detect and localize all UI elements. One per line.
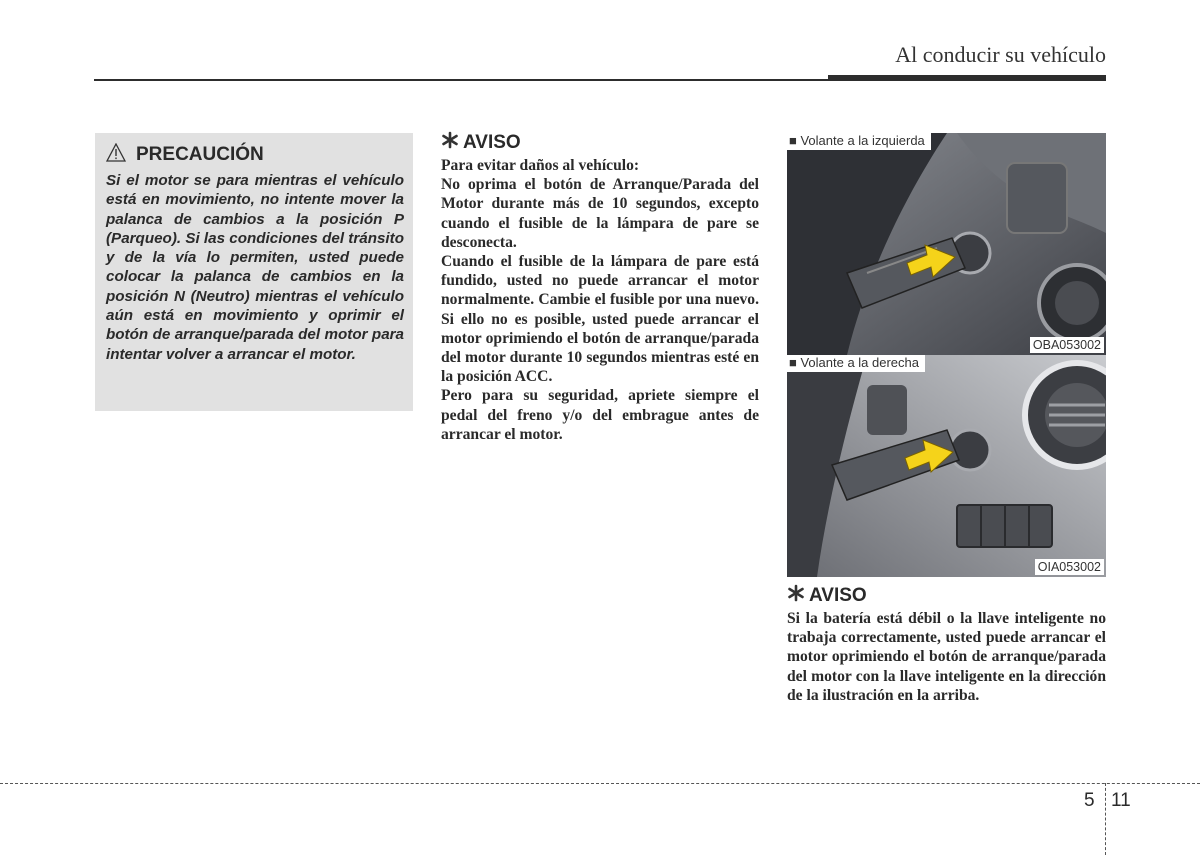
figure-right-hand-drive xyxy=(787,355,1106,577)
page-number: 11 xyxy=(1111,790,1131,811)
caution-heading xyxy=(106,143,404,167)
illustration-start-button-lhd xyxy=(787,133,1106,355)
caution-text: Si el motor se para mientras el vehículo está en movimiento, no intente mover la palanca de cambios a la posición P (Parqueo). Si las condiciones del tránsito y de la vía lo permiten, usted puede colocar la palanca de cambios en la posición N (Neutro) mientras el vehículo aún está en movimiento y oprimir el botón de arranque/parada del motor para intentar volver a arrancar el motor. xyxy=(106,172,404,363)
page-header-title: Al conducir su vehículo xyxy=(895,42,1106,67)
figure-code: OIA053002 xyxy=(1035,559,1104,575)
notice-heading xyxy=(441,131,759,155)
notice-paragraph: Cuando el fusible de la lámpara de pare está fundido, usted no puede arrancar el motor normalmente. Cambie el fusible por una nuevo. Si ello no es posible, usted puede arrancar el motor oprimiendo el botón de arranque/parada del motor durante 10 segundos mientras esté en la posición ACC. xyxy=(441,253,759,386)
notice-paragraph: Si la batería está débil o la llave inteligente no trabaja correctamente, usted puede arrancar el motor oprimiendo el botón de arranque/parada del motor con la llave inteligente en la dirección de la ilustración en la arriba. xyxy=(787,610,1106,704)
notice-title: AVISO xyxy=(809,585,867,606)
asterisk-icon xyxy=(787,584,805,608)
figure-label: ■ Volante a la izquierda xyxy=(787,133,931,150)
notice-lead: Para evitar daños al vehículo: xyxy=(441,157,640,174)
chapter-number: 5 xyxy=(1084,790,1095,811)
notice-paragraph: Pero para su seguridad, apriete siempre el pedal del freno y/o del embrague antes de arrancar el motor. xyxy=(441,387,759,443)
notice-title: AVISO xyxy=(463,132,521,153)
caution-title: PRECAUCIÓN xyxy=(136,144,264,165)
asterisk-icon xyxy=(441,131,459,155)
footer-divider xyxy=(1105,783,1106,855)
notice-smart-key xyxy=(787,584,1106,705)
figure-label: ■ Volante a la derecha xyxy=(787,355,925,372)
notice-paragraph: No oprima el botón de Arranque/Parada del Motor durante más de 10 segundos, excepto cuando el fusible de la lámpara de pare se desconecta. xyxy=(441,176,759,251)
caution-box xyxy=(95,133,413,411)
header-rule-accent xyxy=(828,75,1106,81)
warning-triangle-icon xyxy=(106,143,126,167)
figure-code: OBA053002 xyxy=(1030,337,1104,353)
figure-left-hand-drive xyxy=(787,133,1106,355)
notice-heading xyxy=(787,584,1106,608)
header-rule xyxy=(94,79,830,81)
footer-rule xyxy=(0,783,1200,784)
notice-fuse xyxy=(441,131,759,444)
illustration-start-button-rhd xyxy=(787,355,1106,577)
